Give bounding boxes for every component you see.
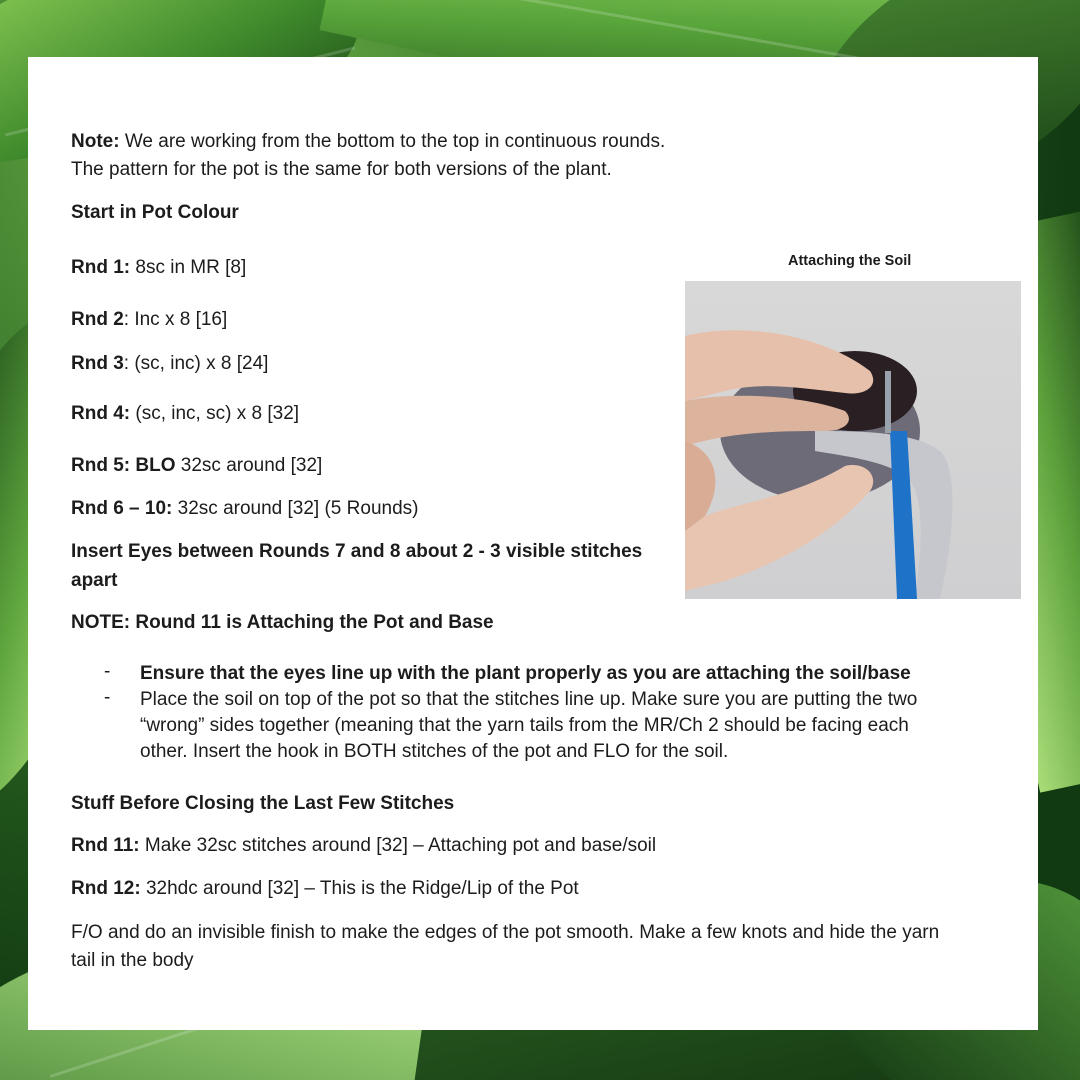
round-label: Rnd 5: BLO bbox=[71, 455, 176, 476]
round-1 bbox=[71, 254, 246, 282]
round-text: (sc, inc, sc) x 8 [32] bbox=[130, 403, 300, 424]
round-label: Rnd 1: bbox=[71, 257, 131, 278]
round-3 bbox=[71, 350, 268, 378]
bullet-soil-line-1: Place the soil on top of the pot so that the stitches line up. Make sure you are putting the two bbox=[140, 689, 918, 710]
round-12 bbox=[71, 875, 579, 903]
finish-line-2: tail in the body bbox=[71, 950, 194, 971]
round-label: Rnd 12: bbox=[71, 878, 141, 899]
round-text: 32sc around [32] (5 Rounds) bbox=[172, 498, 419, 519]
note-line-2: The pattern for the pot is the same for both versions of the plant. bbox=[71, 159, 612, 180]
stuff-heading: Stuff Before Closing the Last Few Stitches bbox=[71, 793, 455, 814]
start-heading: Start in Pot Colour bbox=[71, 202, 239, 223]
bullet-marker: - bbox=[104, 687, 111, 708]
pattern-card bbox=[28, 57, 1038, 1030]
round-text: : (sc, inc) x 8 [24] bbox=[123, 353, 269, 374]
bullet-marker: - bbox=[104, 661, 111, 682]
photo-illustration bbox=[685, 281, 1021, 599]
round-label: Rnd 3 bbox=[71, 353, 124, 374]
round-text: 32sc around [32] bbox=[175, 455, 323, 476]
hook-tip bbox=[885, 371, 891, 433]
round-text: Make 32sc stitches around [32] – Attaching pot and base/soil bbox=[139, 835, 657, 856]
round-text: 8sc in MR [8] bbox=[130, 257, 247, 278]
eyes-instruction-1: Insert Eyes between Rounds 7 and 8 about 2 - 3 visible stitches bbox=[71, 541, 643, 562]
finish-line-1: F/O and do an invisible finish to make the edges of the pot smooth. Make a few knots and hide the yarn bbox=[71, 922, 940, 943]
round-11 bbox=[71, 832, 656, 860]
figure-caption: Attaching the Soil bbox=[788, 253, 912, 269]
bullet-soil-line-3: other. Insert the hook in BOTH stitches of the pot and FLO for the soil. bbox=[140, 741, 729, 762]
bullet-soil-line-2: “wrong” sides together (meaning that the yarn tails from the MR/Ch 2 should be facing each bbox=[140, 715, 909, 736]
round-11-note: NOTE: Round 11 is Attaching the Pot and Base bbox=[71, 612, 494, 633]
note-label: Note: bbox=[71, 131, 120, 152]
round-text: 32hdc around [32] – This is the Ridge/Lip of the Pot bbox=[140, 878, 579, 899]
note-line-1 bbox=[71, 128, 665, 156]
eyes-instruction-2: apart bbox=[71, 570, 118, 591]
round-text: : Inc x 8 [16] bbox=[123, 309, 228, 330]
round-label: Rnd 6 – 10: bbox=[71, 498, 173, 519]
round-6-10 bbox=[71, 495, 418, 523]
round-2 bbox=[71, 306, 227, 334]
round-label: Rnd 2 bbox=[71, 309, 124, 330]
bullet-eyes-line-up: Ensure that the eyes line up with the plant properly as you are attaching the soil/base bbox=[140, 663, 911, 684]
round-label: Rnd 4: bbox=[71, 403, 131, 424]
round-label: Rnd 11: bbox=[71, 835, 140, 856]
round-4 bbox=[71, 400, 299, 428]
attaching-soil-photo bbox=[685, 281, 1021, 599]
note-text: We are working from the bottom to the top in continuous rounds. bbox=[119, 131, 666, 152]
round-5 bbox=[71, 452, 322, 480]
